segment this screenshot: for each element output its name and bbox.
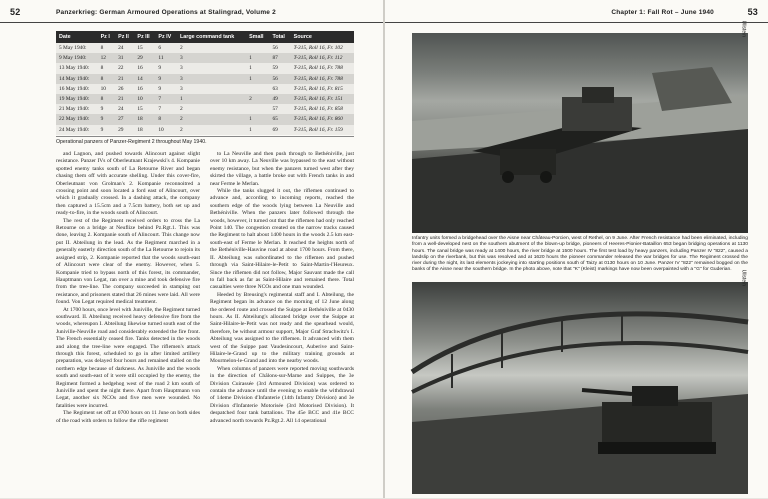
table-header-cell: Source: [291, 31, 354, 43]
photo-credit: Ullstein: [740, 269, 746, 286]
table-cell: 56: [269, 74, 290, 84]
table-cell: 15: [134, 43, 155, 53]
table-cell: 87: [269, 53, 290, 63]
table-cell: 13 May 1940:: [56, 63, 98, 73]
table-cell: 2: [177, 104, 246, 114]
table-cell: 1: [246, 74, 269, 84]
table-cell: 8: [98, 94, 116, 104]
table-row: [56, 104, 354, 114]
table-cell: 3: [177, 74, 246, 84]
table-header-row: [56, 31, 354, 43]
table-cell: [246, 84, 269, 94]
table-cell: 2: [177, 43, 246, 53]
table-row: [56, 94, 354, 104]
table-header-cell: Pz I: [98, 31, 116, 43]
table-cell: 1: [246, 125, 269, 135]
table-cell: 8: [155, 114, 177, 124]
table-cell: 5 May 1940:: [56, 43, 98, 53]
running-title: Chapter 1: Fall Rot – June 1940: [611, 9, 714, 16]
table-cell: 27: [115, 114, 134, 124]
table-cell: 63: [269, 84, 290, 94]
table-cell: 16: [134, 84, 155, 94]
table-cell: 9: [155, 63, 177, 73]
page-number: 53: [747, 7, 758, 17]
table-cell: 7: [155, 94, 177, 104]
table-cell: 21: [115, 94, 134, 104]
table-cell: 9: [155, 84, 177, 94]
photo-panzer-bridge-illustration: [412, 282, 748, 494]
table-cell: T-315, Roll 16, Fr. 159: [291, 125, 354, 135]
paragraph: While the tanks slugged it out, the riflemen continued to advance and, according to incoming reports, reached the southern edge of the woods lying between La Neuville and Bethéniville. When the panzers later followed through the woods, however, it turned out that the riflemen had only reached Point 140. The congestion created on the narrow tracks caused the Regiment to halt about 1400 hours in the woods 2.5 km east-south-east of Ferme le Merlan. It reached the heights north of the Bethéniville-Hauvine road at about 1700 hours. From there, II. Abteilung was subordinated to the riflemen and pushed through via Saint-Hilaire-le-Petit to Saint-Martin-l'Heureux. Since the riflemen did not follow, Major Sauvant made the call to fall back as far as Saint-Hilaire and remained there. Total casualties were three NCOs and one man wounded.: [210, 188, 354, 291]
table-cell: T-315, Roll 16, Fr. 815: [291, 84, 354, 94]
table-cell: T-315, Roll 16, Fr. 112: [291, 53, 354, 63]
table-cell: 8: [98, 63, 116, 73]
table-cell: 29: [115, 125, 134, 135]
table-cell: 14: [134, 74, 155, 84]
paragraph: Heeded by Breusing's regimental staff and I. Abteilung, the Regiment began its advance on the morning of 12 June along the ordered route and crossed the Suippe at Bethéniville at 0430 hours. As II. Abteilung's allocated bridge over the Suippe at Saint-Hilaire-le-Petit was not ready and the spearhead would, therefore, be without armour support, Major Graf Strachwitz's I. Abteilung was assigned to the riflemen. It advanced with them west of the Suippe past Vaudesincourt, Auberive and Saint-Hilaire-le-Grand up to the military training grounds at Mourmelon-le-Grand and into the nearby woods.: [210, 291, 354, 365]
table-cell: 15: [134, 104, 155, 114]
table-cell: 2: [177, 114, 246, 124]
table-cell: 22 May 1940:: [56, 114, 98, 124]
table-cell: 9: [98, 125, 116, 135]
photo-bridge-crossing: [412, 20, 748, 233]
photo-bridge-crossing-illustration: [412, 33, 748, 233]
table-cell: 65: [269, 114, 290, 124]
table-cell: 24 May 1940:: [56, 125, 98, 135]
table-row: [56, 43, 354, 53]
table-cell: 49: [269, 94, 290, 104]
table-cell: 11: [155, 53, 177, 63]
table-cell: 18: [134, 125, 155, 135]
table-cell: 1: [246, 114, 269, 124]
paragraph: At 1700 hours, once level with Juniville, the Regiment turned southward. II. Abteilung received heavy defensive fire from the woods, whereupon I. Abteilung likewise turned south east of the Juniville-Neuville road and considerably extended the fire front. The French essentially ceased fire. Tanks detected in the woods and along the tree-line were engaged. The riflemen's attack through this forest, scheduled to go in after limited artillery preparation, was delayed four hours and remained stalled on the northern edge because of darkness. As Juniville and the woods south and south-east of it were still occupied by the enemy, the Regiment formed a hedgehog west of the road 2 km south of Juniville and spent the night there. Apart from Hauptmann von Legat, another six NCOs and five men were wounded. No fatalities were incurred.: [56, 306, 200, 409]
table-cell: 3: [177, 63, 246, 73]
table-cell: 26: [115, 84, 134, 94]
table-cell: [246, 43, 269, 53]
table-cell: 9: [98, 104, 116, 114]
table-header-cell: Date: [56, 31, 98, 43]
paragraph: When columns of panzers were reported moving southwards in the direction of Châlons-sur-Marne and Suippes, the 3e Division Cuirassée (3rd Armoured Division) was ordered to contain the advance until the evening to enable the withdrawal of 14eme Division d'Infanterie (14th Infantry Division) and 3e Division d'Infanterie Motorisée (3rd Motorised Division). It despatched four tank battalions. The 45e BCC and 41e BCC advanced north towards Pz.Rgt.2. All 14 operational: [210, 365, 354, 424]
running-head: [385, 6, 768, 23]
table-header-cell: Pz III: [134, 31, 155, 43]
table-cell: 21 May 1940:: [56, 104, 98, 114]
table-row: [56, 53, 354, 63]
left-page: [0, 0, 383, 498]
running-head: [0, 6, 383, 23]
table-cell: T-315, Roll 16, Fr. 858: [291, 104, 354, 114]
photo-panzer-bridge: [412, 269, 748, 494]
table-cell: 22: [115, 63, 134, 73]
table-cell: 10: [155, 125, 177, 135]
table-cell: 14 May 1940:: [56, 74, 98, 84]
table-row: [56, 63, 354, 73]
table-header-cell: Small: [246, 31, 269, 43]
table-row: [56, 114, 354, 124]
table-row: [56, 84, 354, 94]
table-cell: 12: [98, 53, 116, 63]
table-cell: 9: [155, 74, 177, 84]
table-cell: T-315, Roll 16, Fr. 788: [291, 74, 354, 84]
table-cell: T-315, Roll 16, Fr. 102: [291, 43, 354, 53]
table-cell: 29: [134, 53, 155, 63]
table-header-cell: Pz II: [115, 31, 134, 43]
table-cell: 7: [155, 104, 177, 114]
photo-credit: Ullstein: [740, 20, 746, 37]
table-header-cell: Total: [269, 31, 290, 43]
table-cell: T-315, Roll 16, Fr. 788: [291, 63, 354, 73]
table-cell: 19 May 1940:: [56, 94, 98, 104]
table-cell: 1: [177, 94, 246, 104]
table-cell: 2: [177, 125, 246, 135]
table-header-cell: Pz IV: [155, 31, 177, 43]
right-page: [385, 0, 768, 498]
table-cell: 3: [177, 84, 246, 94]
table-cell: 18: [134, 114, 155, 124]
table-cell: 21: [115, 74, 134, 84]
paragraph: The rest of the Regiment received orders to cross the La Retourne on a bridge at Neuflize behind Pz.Rgt.1. This was done, leaving 2. Kompanie south of Alincourt. This change now put II. Abteilung in the lead. As the Regiment marched in a generally easterly direction south of the La Retourne to rejoin its assigned strip, 2. Kompanie reported that the woods south-east of Alincourt were clear of the enemy. However, when 5. Kompanie tried to bypass north of this forest, its commander, Hauptmann von Legat, ran over a mine and took defensive fire from the tree-line. The company succeeded in stamping out resistance, and prisoners stated that 26 mines were laid. All were found. Von Legat required medical treatment.: [56, 217, 200, 306]
text-column-1: [56, 151, 200, 425]
text-column-2: [210, 151, 354, 425]
panzer-strength-table: [56, 31, 354, 135]
table-row: [56, 74, 354, 84]
table-cell: 9 May 1940:: [56, 53, 98, 63]
table-cell: 6: [155, 43, 177, 53]
table-cell: 10: [134, 94, 155, 104]
table-header-cell: Large command tank: [177, 31, 246, 43]
table-cell: 8: [98, 74, 116, 84]
running-title: Panzerkrieg: German Armoured Operations at Stalingrad, Volume 2: [56, 9, 276, 16]
table-cell: 59: [269, 63, 290, 73]
table-cell: [246, 104, 269, 114]
table-cell: 1: [246, 63, 269, 73]
table-body: [56, 43, 354, 135]
table-cell: 16: [134, 63, 155, 73]
table-cell: T-315, Roll 16, Fr. 151: [291, 94, 354, 104]
paragraph: and Lagnon, and pushed towards Alincourt against slight resistance. Panzer IVs of Oberleutnant Krajewski's 4. Kompanie spotted enemy tanks south of La Retourne River and began chasing them off with accurate shelling. Under this cover-fire, Oberleutnant von Grolman's 2. Kompanie reconnoitred a crossing point and soon located a ford east of Alincourt, over which it gradually crossed. In a dashing attack, the company then captured a 15.5cm and a 7.5cm battery, both set up and ready-to-fire, in the woods south of Alincourt.: [56, 151, 200, 217]
table-cell: 2: [246, 94, 269, 104]
table-cell: 3: [177, 53, 246, 63]
table-cell: 16 May 1940:: [56, 84, 98, 94]
table-cell: 24: [115, 104, 134, 114]
table-cell: 56: [269, 43, 290, 53]
page-number: 52: [10, 7, 21, 17]
table-cell: T-315, Roll 16, Fr. 860: [291, 114, 354, 124]
paragraph: to La Neuville and then push through to Bethéniville, just over 10 km away. La Neuville was bypassed to the east without enemy resistance, but when the panzers turned west after they skirted the village, a battle broke out with French tanks in and near Ferme le Merlan.: [210, 151, 354, 187]
table-cell: 69: [269, 125, 290, 135]
table-cell: 10: [98, 84, 116, 94]
table-cell: 57: [269, 104, 290, 114]
photo-caption: Infantry units formed a bridgehead over the Aisne near Château-Porcien, west of Rethel, on 9 June. After French resistance had been eliminated, including from a well-developed nest on the southern abutment of the blown-up bridge, pioneers of Heeres-Pionier-Bataillon 653 began bridging operations at 1130 hours. The canal bridge was ready at 1400 hours, the river bridge at 1500 hours. The first test load by heavy panzers, including Panzer IV "822", caused a landslip on the riverbank, but this was resolved and at 1620 hours the pioneer commander released the war bridges for use. The Regiment crossed the river during the night, its last elements jockeying into starting positions south of Taizy at 0130 hours on 10 June. Panzer IV "822" remained bogged on the banks of the Aisne near the southern bridge. In the photo above, note that "K" (Kleist) markings have now been overpainted with a "G" for Guderian.: [412, 236, 748, 273]
paragraph: The Regiment set off at 0700 hours on 11 June on both sides of the road with orders to follow the rifle regiment: [56, 410, 200, 424]
table-cell: 24: [115, 43, 134, 53]
table-row: [56, 125, 354, 135]
table-cell: 9: [98, 114, 116, 124]
table-caption: Operational panzers of Panzer-Regiment 2 throughout May 1940.: [56, 136, 354, 145]
table-cell: 31: [115, 53, 134, 63]
table-cell: 8: [98, 43, 116, 53]
table-cell: 1: [246, 53, 269, 63]
